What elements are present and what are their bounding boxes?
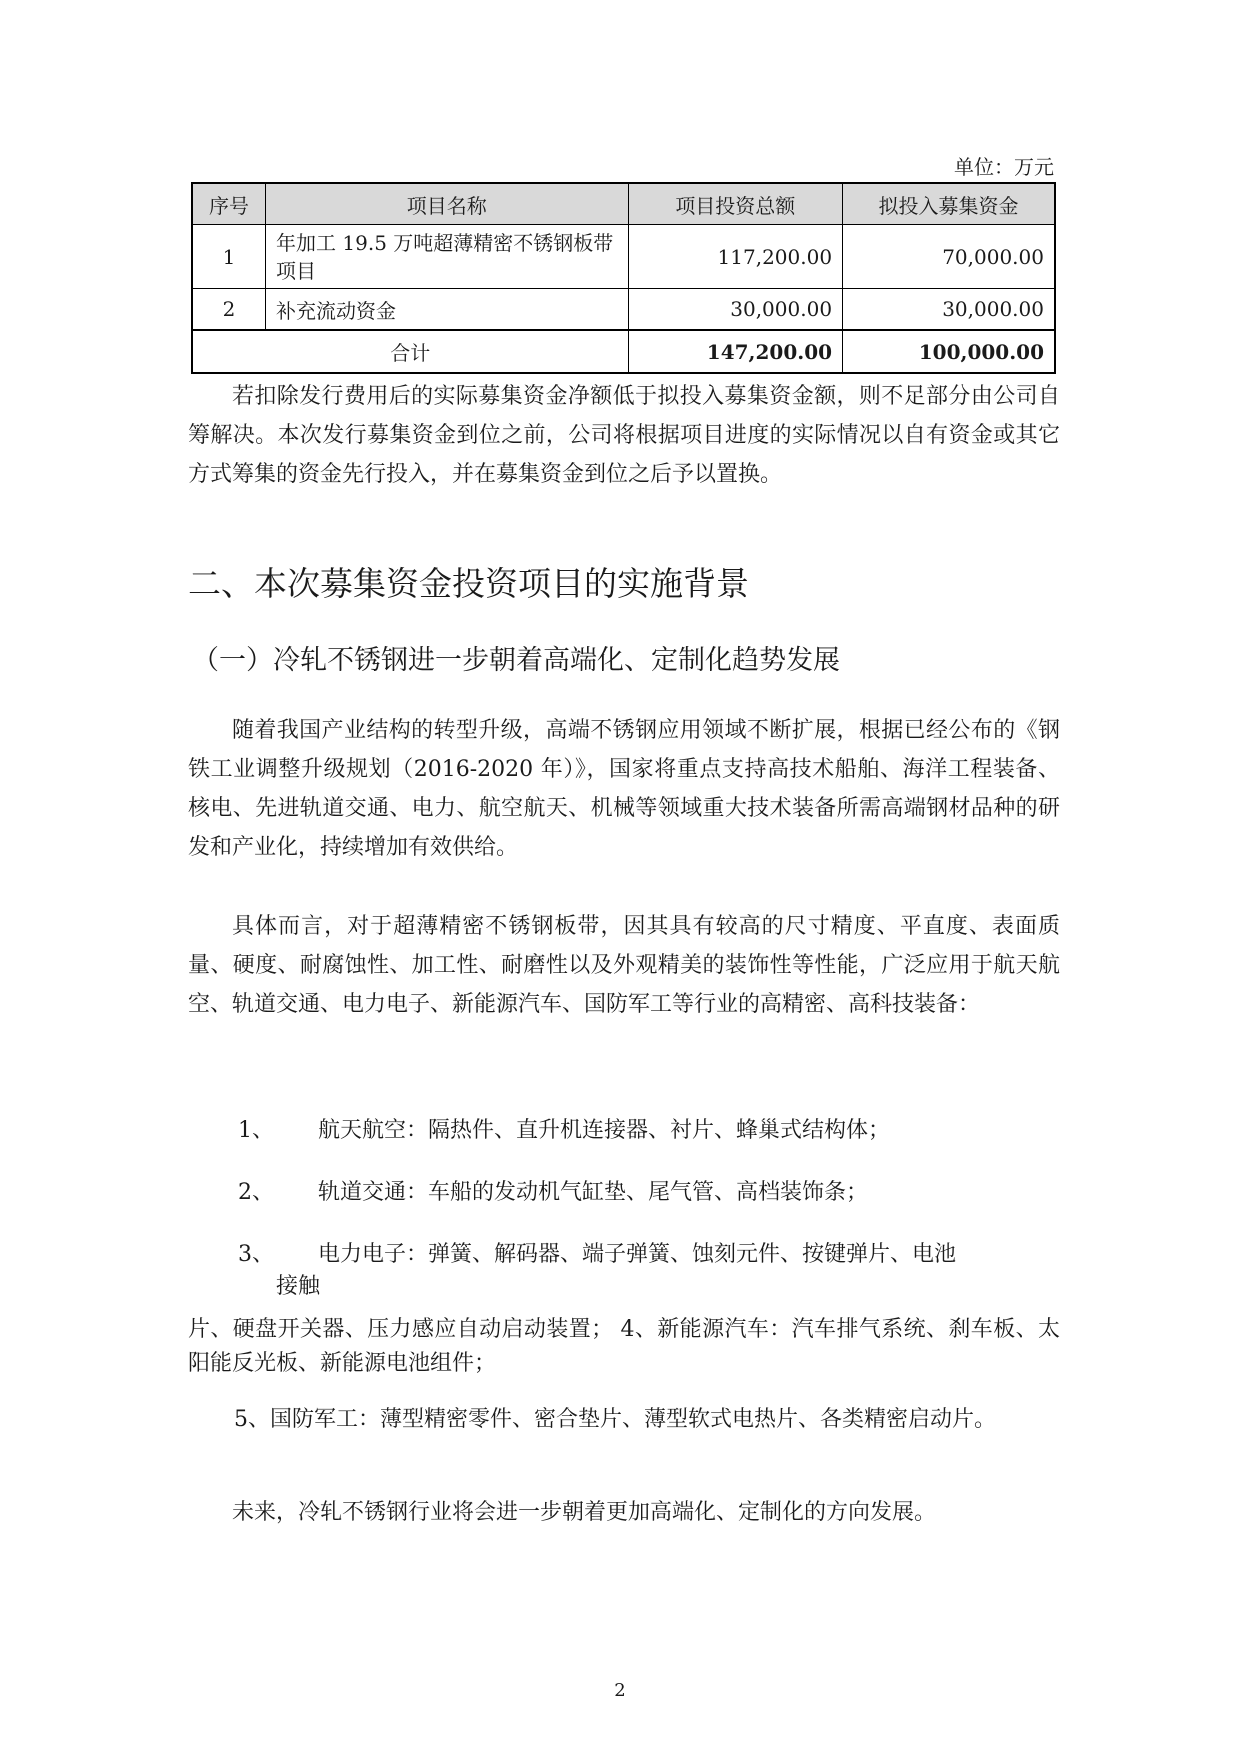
header-raised-funds: 拟投入募集资金 — [843, 183, 1055, 225]
cell-no: 2 — [192, 289, 266, 331]
total-raised-sum: 100,000.00 — [843, 330, 1055, 373]
unit-label: 单位：万元 — [954, 155, 1054, 179]
list-continuation: 片、硬盘开关器、压力感应自动启动装置； 4、新能源汽车：汽车排气系统、刹车板、太阳能反光板、新能源电池组件； — [188, 1317, 1060, 1376]
header-no: 序号 — [192, 183, 266, 225]
paragraph-background: 随着我国产业结构的转型升级，高端不锈钢应用领域不断扩展，根据已经公布的《钢铁工业调整升级规划（2016-2020 年）》，国家将重点支持高技术船舶、海洋工程装备、核电、先进轨道交通、电力、航空航天、机械等领域重大技术装备所需高端钢材品种的研发和产业化，持续增加有效供给。 — [188, 718, 1060, 860]
paragraph-applications: 具体而言，对于超薄精密不锈钢板带，因其具有较高的尺寸精度、平直度、表面质量、硬度、耐腐蚀性、加工性、耐磨性以及外观精美的装饰性等性能，广泛应用于航天航空、轨道交通、电力电子、新能源汽车、国防军工等行业的高精密、高科技装备： — [188, 914, 1060, 1017]
table-row — [192, 289, 1055, 331]
fund-usage-table — [191, 182, 1056, 374]
list-item-number: 2、 — [238, 1180, 274, 1205]
list-item — [238, 1114, 890, 1148]
cell-no: 1 — [192, 225, 266, 289]
subsection-heading: （一）冷轧不锈钢进一步朝着高端化、定制化趋势发展 — [192, 645, 840, 676]
table-row — [192, 225, 1055, 289]
list-item-number: 1、 — [238, 1118, 274, 1143]
list-item-5: 5、国防军工：薄型精密零件、密合垫片、薄型软式电热片、各类精密启动片。 — [234, 1407, 996, 1432]
page-number: 2 — [614, 1680, 626, 1701]
cell-total: 30,000.00 — [628, 289, 842, 331]
total-label: 合计 — [192, 330, 628, 373]
paragraph-after-table: 若扣除发行费用后的实际募集资金净额低于拟投入募集资金额，则不足部分由公司自筹解决。本次发行募集资金到位之前，公司将根据项目进度的实际情况以自有资金或其它方式筹集的资金先行投入，并在募集资金到位之后予以置换。 — [188, 384, 1060, 487]
list-item-text: 轨道交通：车船的发动机气缸垫、尾气管、高档装饰条； — [318, 1180, 869, 1205]
paragraph-future: 未来，冷轧不锈钢行业将会进一步朝着更加高端化、定制化的方向发展。 — [232, 1500, 937, 1525]
header-project-name: 项目名称 — [266, 183, 629, 225]
cell-total: 117,200.00 — [628, 225, 842, 289]
list-item — [238, 1238, 956, 1272]
table-total-row — [192, 330, 1055, 373]
list-item-wrap: 接触 — [276, 1274, 321, 1299]
section-heading: 二、本次募集资金投资项目的实施背景 — [188, 564, 749, 603]
list-item-text: 航天航空：隔热件、直升机连接器、衬片、蜂巢式结构体； — [318, 1118, 891, 1143]
cell-project-name: 补充流动资金 — [266, 289, 629, 331]
list-item-text: 电力电子：弹簧、解码器、端子弹簧、蚀刻元件、按键弹片、电池 — [318, 1242, 957, 1267]
header-total-investment: 项目投资总额 — [628, 183, 842, 225]
total-investment-sum: 147,200.00 — [628, 330, 842, 373]
cell-raised: 70,000.00 — [843, 225, 1055, 289]
table-header-row — [192, 183, 1055, 225]
cell-project-name: 年加工 19.5 万吨超薄精密不锈钢板带项目 — [266, 225, 629, 289]
cell-raised: 30,000.00 — [843, 289, 1055, 331]
list-item — [238, 1176, 868, 1210]
list-item-number: 3、 — [238, 1242, 274, 1267]
